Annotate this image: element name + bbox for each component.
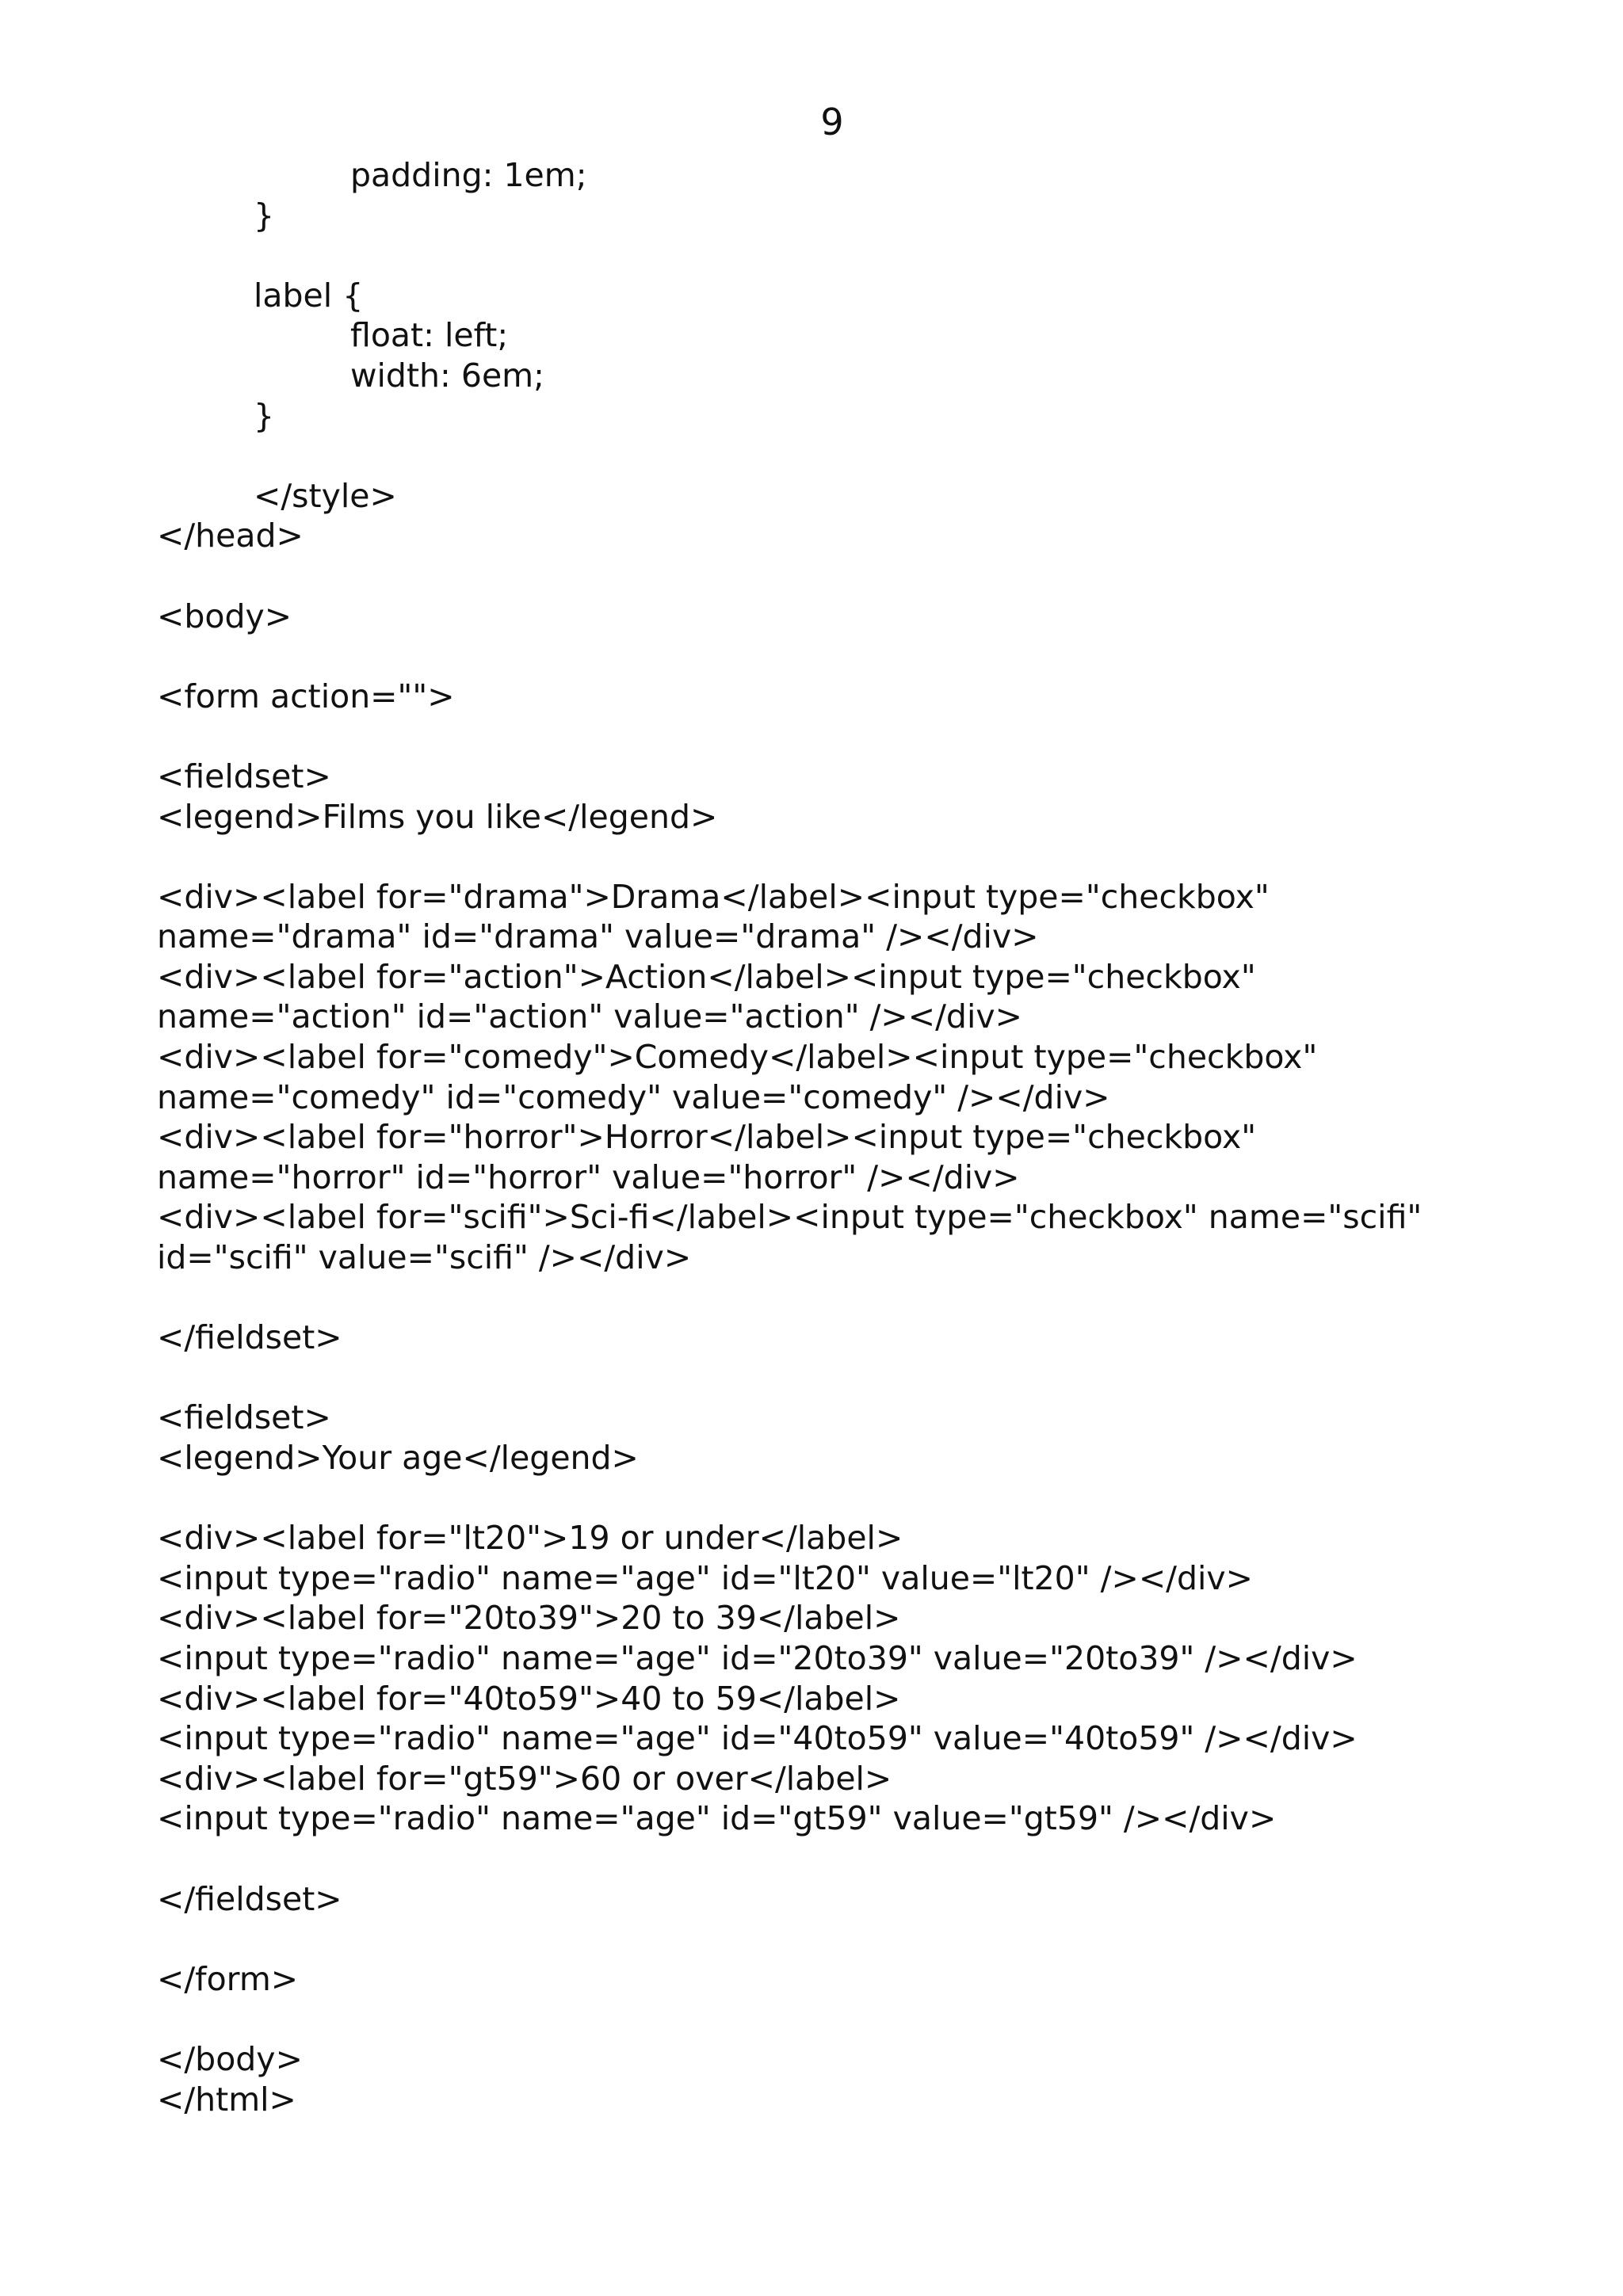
code-line: name="action" id="action" value="action" /></div>	[157, 997, 1022, 1036]
code-line: </style>	[254, 476, 397, 515]
blank-line	[157, 1478, 1599, 1519]
blank-line	[157, 235, 1599, 276]
code-line: </body>	[157, 2039, 303, 2078]
code-line: }	[254, 196, 275, 235]
blank-line	[157, 1919, 1599, 1959]
code-line: <form action="">	[157, 677, 455, 715]
blank-line	[157, 636, 1599, 677]
code-line: padding: 1em;	[350, 156, 587, 194]
page-number: 9	[820, 101, 844, 143]
code-line: <legend>Films you like</legend>	[157, 797, 718, 836]
blank-line	[157, 436, 1599, 476]
code-line: width: 6em;	[350, 356, 544, 395]
blank-line	[157, 1358, 1599, 1398]
blank-line	[157, 837, 1599, 877]
code-listing	[157, 155, 1599, 2119]
code-line: <input type="radio" name="age" id="40to59" value="40to59" /></div>	[157, 1719, 1358, 1758]
code-line: </fieldset>	[157, 1318, 342, 1357]
code-line: <input type="radio" name="age" id="20to39" value="20to39" /></div>	[157, 1638, 1358, 1677]
blank-line	[157, 1278, 1599, 1318]
code-line: <body>	[157, 597, 292, 635]
code-line: name="comedy" id="comedy" value="comedy" /></div>	[157, 1077, 1110, 1116]
code-line: <div><label for="drama">Drama</label><input type="checkbox"	[157, 877, 1270, 916]
code-line: float: left;	[350, 316, 509, 355]
code-line: </html>	[157, 2080, 296, 2119]
blank-line	[157, 556, 1599, 597]
code-line: <div><label for="horror">Horror</label><input type="checkbox"	[157, 1118, 1257, 1157]
code-line: <fieldset>	[157, 757, 331, 795]
code-line: <fieldset>	[157, 1398, 331, 1437]
blank-line	[157, 716, 1599, 757]
code-line: <legend>Your age</legend>	[157, 1439, 639, 1477]
code-line: <div><label for="action">Action</label><input type="checkbox"	[157, 957, 1256, 996]
code-line: <div><label for="comedy">Comedy</label><input type="checkbox"	[157, 1038, 1318, 1077]
code-line: }	[254, 396, 275, 435]
code-line: <input type="radio" name="age" id="gt59" value="gt59" /></div>	[157, 1799, 1277, 1838]
code-line: name="horror" id="horror" value="horror" /></div>	[157, 1158, 1020, 1196]
code-line: name="drama" id="drama" value="drama" /></div>	[157, 917, 1039, 956]
code-line: <div><label for="40to59">40 to 59</label>	[157, 1679, 901, 1718]
blank-line	[157, 1839, 1599, 1879]
code-line: <input type="radio" name="age" id="lt20" value="lt20" /></div>	[157, 1558, 1254, 1597]
code-line: <div><label for="gt59">60 or over</label>	[157, 1759, 892, 1798]
code-line: label {	[254, 276, 364, 315]
blank-line	[157, 1999, 1599, 2039]
code-line: </form>	[157, 1959, 299, 1998]
code-line: </head>	[157, 517, 304, 555]
code-line: <div><label for="20to39">20 to 39</label>	[157, 1599, 901, 1638]
code-line: <div><label for="scifi">Sci-fi</label><input type="checkbox" name="scifi"	[157, 1198, 1423, 1237]
code-line: <div><label for="lt20">19 or under</label>	[157, 1519, 903, 1558]
code-line: </fieldset>	[157, 1879, 342, 1918]
code-line: id="scifi" value="scifi" /></div>	[157, 1238, 692, 1277]
